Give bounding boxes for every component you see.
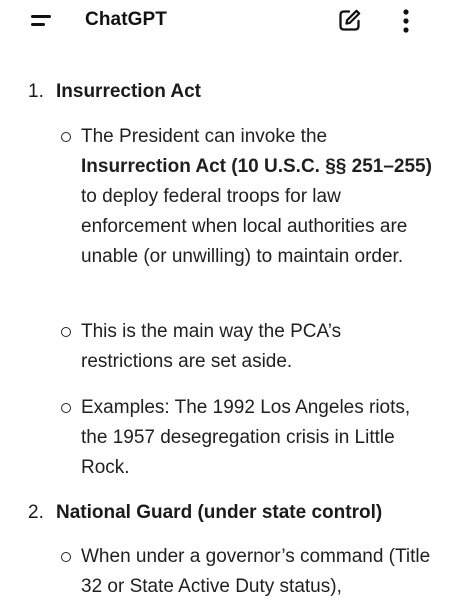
list-item-heading (28, 77, 201, 107)
list-item (81, 122, 436, 272)
app-title: ChatGPT (85, 9, 167, 30)
bullet-circle-icon (61, 132, 71, 142)
list-number: 1. (28, 81, 44, 102)
bullet-text: When under a governor’s command (Title 32 or State Active Duty status), (81, 546, 431, 597)
list-item (81, 393, 436, 483)
section-heading: National Guard (under state control) (56, 502, 383, 523)
bullet-circle-icon (61, 327, 71, 337)
bullet-circle-icon (61, 403, 71, 413)
list-number: 2. (28, 502, 44, 523)
hamburger-menu-icon[interactable] (31, 13, 57, 31)
bullet-text: Examples: The 1992 Los Angeles riots, the 1957 desegregation crisis in Little Rock. (81, 397, 411, 478)
list-item (81, 542, 436, 600)
bullet-text-post: to deploy federal troops for law enforcement when local authorities are unable (or unwilling) to maintain order. (81, 186, 408, 267)
bullet-text: This is the main way the PCA’s restrictions are set aside. (81, 321, 342, 372)
list-item-heading (28, 498, 382, 528)
bullet-circle-icon (61, 552, 71, 562)
edit-icon[interactable] (337, 8, 362, 33)
more-vertical-icon[interactable] (398, 8, 414, 34)
list-item (81, 317, 436, 377)
section-heading: Insurrection Act (56, 81, 201, 102)
bullet-text-pre: The President can invoke the (81, 126, 328, 147)
bullet-text-bold: Insurrection Act (10 U.S.C. §§ 251–255) (81, 156, 432, 177)
top-bar (0, 0, 449, 44)
